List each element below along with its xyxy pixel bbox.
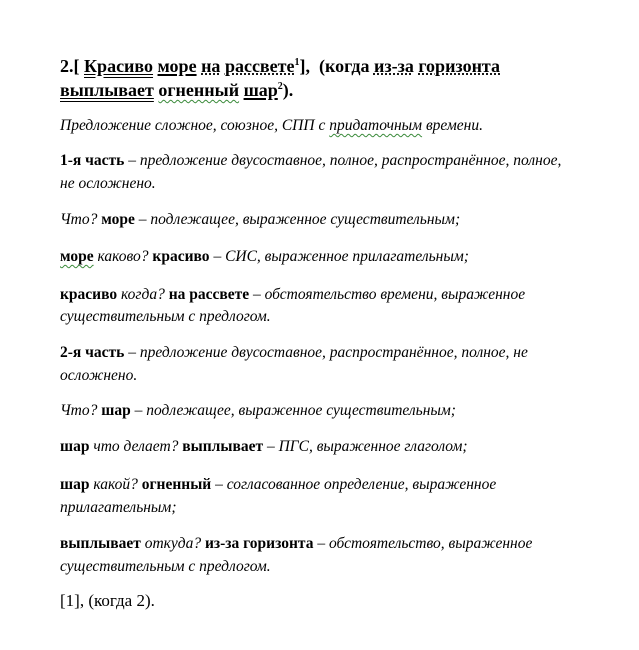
predicate-krasivo-line: [60, 248, 469, 266]
term-izza-gorizonta: из-за горизонта: [204, 535, 314, 552]
sentence-type-line: [60, 117, 483, 135]
term-ognenny: огненный: [141, 476, 212, 493]
term-vyplyvaet-2: выплывает: [60, 535, 141, 552]
question-chto: Что?: [60, 211, 102, 228]
adverbial-2-desc-cont: существительным с предлогом.: [60, 558, 271, 575]
close-paren: ).: [282, 80, 294, 100]
part2-label: 2-я часть: [60, 344, 125, 361]
part2-line-cont: [60, 367, 137, 385]
subject-more-line: [60, 211, 460, 229]
predicate-desc: – СИС, выраженное прилагательным;: [209, 248, 469, 265]
adverbial-2-desc: – обстоятельство, выраженное: [313, 535, 533, 552]
sentence-number: 2.: [60, 56, 74, 76]
term-shar: шар: [101, 402, 131, 419]
close-bracket: ],: [299, 56, 310, 76]
word-ognenny: огненный: [158, 80, 240, 100]
attribute-desc-cont: прилагательным;: [60, 499, 177, 516]
predicate-2-desc: – ПГС, выраженное глаголом;: [263, 438, 468, 455]
word-more: море: [157, 56, 197, 76]
term-krasivo: красиво: [152, 248, 210, 265]
adverbial-line: [60, 286, 525, 304]
word-pridatochnym: придаточным: [329, 117, 423, 134]
word-shar: шар: [243, 80, 278, 100]
term-vyplyvaet: выплывает: [182, 438, 264, 455]
superscript-1: 1: [294, 57, 300, 68]
word-na: на: [201, 56, 221, 76]
part2-desc-cont: осложнено.: [60, 367, 138, 384]
term-krasivo-2: красиво: [60, 286, 118, 303]
adverbial-desc: – обстоятельство времени, выраженное: [249, 286, 526, 303]
part2-desc: – предложение двусоставное, распространённое, полное, не: [124, 344, 528, 361]
adverbial-2-line-cont: [60, 558, 271, 576]
part1-desc-cont: не осложнено.: [60, 175, 156, 192]
sentence-line-2: [60, 80, 293, 101]
predicate-vyplyvaet-line: [60, 438, 468, 456]
open-bracket: [: [73, 56, 80, 76]
term-more: море: [101, 211, 135, 228]
question-kakovo: каково?: [93, 248, 153, 265]
open-paren-kogda: (когда: [318, 56, 370, 76]
sentence-type-tail: времени.: [422, 117, 483, 134]
superscript-2: 2: [277, 81, 283, 92]
part1-desc: – предложение двусоставное, полное, распространённое, полное,: [124, 152, 562, 169]
sentence-line-1: [60, 56, 500, 77]
adverbial-line-cont: [60, 308, 271, 326]
adverbial-2-line: [60, 535, 532, 553]
word-izza: из-за: [373, 56, 414, 76]
term-shar-3: шар: [60, 476, 90, 493]
word-krasivo: Красиво: [84, 56, 154, 76]
word-vyplyvaet: выплывает: [60, 80, 154, 100]
question-chto-2: Что?: [60, 402, 102, 419]
term-shar-2: шар: [60, 438, 90, 455]
question-kogda: когда?: [117, 286, 169, 303]
question-kakoy: какой?: [89, 476, 142, 493]
adverbial-desc-cont: существительным с предлогом.: [60, 308, 271, 325]
sentence-scheme: [1], (когда 2).: [60, 591, 155, 610]
sentence-type-text: Предложение сложное, союзное, СПП с: [60, 117, 330, 134]
question-otkuda: откуда?: [140, 535, 205, 552]
subject-shar-line: [60, 402, 456, 420]
part1-label: 1-я часть: [60, 152, 125, 169]
attribute-line: [60, 476, 496, 494]
attribute-desc: – согласованное определение, выраженное: [211, 476, 497, 493]
word-rassvete: рассвете: [224, 56, 295, 76]
question-chto-delaet: что делает?: [89, 438, 183, 455]
part1-line: [60, 152, 561, 170]
subject-more-desc: – подлежащее, выраженное существительным;: [134, 211, 461, 228]
part1-line-cont: [60, 175, 156, 193]
term-na-rassvete: на рассвете: [168, 286, 250, 303]
word-gorizonta: горизонта: [418, 56, 500, 76]
attribute-line-cont: [60, 499, 177, 517]
term-more-2: море: [60, 248, 94, 265]
part2-line: [60, 344, 528, 362]
subject-shar-desc: – подлежащее, выраженное существительным;: [130, 402, 456, 419]
